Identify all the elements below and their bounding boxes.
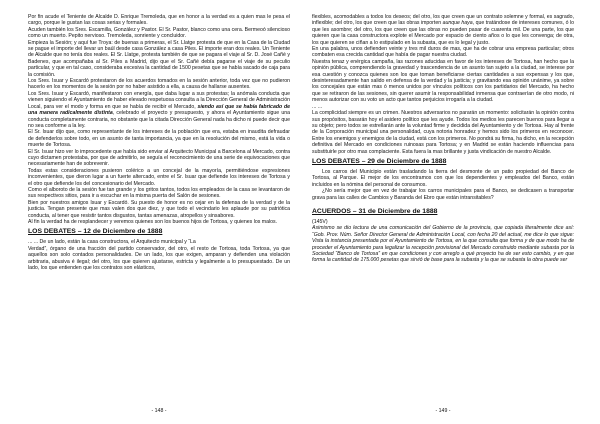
- paragraph: Bien por nuestros amigos Isuar y Escardó. Su puesto de honor es no cejar en la defensa de la verdad y de la justicia. Tengan presente que mas valen dos que diez, y que todo el vecindario les aplaude por su patriótica conducta, al tener que resistir tantos disgustos, tantas amenazas, atropellos y sinsabores.: [28, 199, 290, 219]
- paragraph: Acuden también los Sres. Escamilla, González y Pastor. El Sr. Pastor, blanco como una cera. Bermeoó silencioso como un muerto. Pepito nervioso. Tremoleda, sonriente y concluidor.: [28, 26, 290, 40]
- paragraph: La complicidad siempre es un crimen. Nuestros adversarios no pararán un momento: solicitarán la opinión contra sus propósitos, basarán hoy el asidero político que les ayude. Todos los medios les parecen buenos para llegar a su objeto; pero todos se estrellarán ante la voluntad firme y decidida del Ayuntamiento y de Tortosa. Hay al frente de la Corporación municipal una personalidad, cuya notoria honradez y hemos sido los primeros en reconocer. Entre los enemigos y enemigos de la ciudad, está con los primeros. No pondrá su firma, ha dicho, en la recepción definitiva del Mercado en condiciones ruinosas para Tortosa; y en Madrid se están haciendo influencias para substituirle por otro mas complaciente. Esta fuera la mas brillante y justa vindicación de nuestro Alcalde.: [312, 110, 574, 155]
- paragraph: El Sr. Isuar hizo ver lo improcedente que había sido enviar al Arquitecto Municipal a Barcelona al Mercado, contra cuyo dictamen protestaba, por que de admitirlo, se seguía el reconocimiento de una serie de equivocaciones que necesariamente han de sobrevenir.: [28, 148, 290, 168]
- paragraph: Los Sres. Isuar y Escardó protestaron de los acuerdos tomados en la sesión anterior, toda vez que no pudieron hacerlo en los momentos de la sesión por no haber asistido a ella, a causa de hallarse ausentes.: [28, 78, 290, 91]
- paragraph: En una palabra, unos defienden veinte y tres mil duros de mas, que ha de cobrar una empresa particular; otros combaten esa crecida cantidad que había de pagar nuestra ciudad.: [312, 46, 574, 59]
- paragraph: Nuestra tenaz y enérgica campaña, las razones aducidas en favor de los intereses de Tortosa, han hecho que la opinión pública, comprendiendo la gravedad y trascendencia de un asunto tan sujeto a la ciudad, se interese por esa cuestión y conozca quienes son los que toman beneficiarse ciertas cantidades a sus expensas y los que, desinteresadamente han salido en defensa de la verdad y la justicia; y gravitando esa opinión unánime, ya sobre los concejales que están mas ó menos unidos por vínculos políticos con los partidarios del Mercado, ha hecho que se retiraron de las sesiones, sin querer asumir la responsabilidad inmensa que contraerían de otro modo, ni menos autorizar con su voto un acto que tantos perjuicios irrogaría a la ciudad.: [312, 58, 574, 104]
- paragraph: Los carros del Municipio están trasladando la tierra del desmonte de un patio propiedad del Banco de Tortosa, al Parque. El mejor de los encontramos con que los dependientes y empleados del Banco, están incluidos en la nómina del personal de consumos.: [312, 168, 574, 188]
- page-number: - 148 -: [151, 408, 167, 414]
- section-heading: LOS DEBATES – 29 de Diciembre de 1888: [312, 157, 447, 165]
- paragraph: Por fin acude el Teniente de Alcalde D. Enrique Tremoleda, que en honor a la verdad es a quien mas le pesa el cargo, porque le gustan las cosas serias y formales.: [28, 14, 290, 27]
- paragraph: Como el alboroto de la sesión fue tan grande y los gritos tantos, todos los empleados de la casa se levantaron de sus respectivos sitios, para ir a escuchar en la misma puerta del Salón de sesiones.: [28, 186, 290, 200]
- section-heading: ACUERDOS – 31 de Diciembre de 1888: [312, 207, 438, 215]
- paragraph: [312, 14, 574, 46]
- paragraph: ... ... De un lado, están la casa constructora, el Arquitecto municipal y “La: [28, 239, 196, 246]
- paragraph: El Sr. Isuar dijo que, como representante de los intereses de la población que era, estaba en inaudita defraudar de defenderlos sobre todo, en un asunto de tanta importancia, ya que en la resolución del mismo, está la vida o muerte de Tortosa.: [28, 129, 290, 149]
- paragraph: (145V): [312, 218, 328, 225]
- paragraph: Todas estas consideraciones pusieron colérico a un concejal de la mayoría, permitiéndose expresiones inconvenientes, que dieron lugar a un fuerte altercado, entre el Sr. Isuar que defiende los intereses de Tortosa y el otro que defiende los del concesionario del Mercado.: [28, 167, 290, 187]
- section-heading: LOS DEBATES – 12 de Diciembre de 1888: [28, 228, 163, 236]
- paragraph-text: flexibles, acomodables a todos los deseos; del otro, los que creen que un contrato solemne y formal, es sagrado, inflexible; del otro, los que creen que las obras importen: [312, 14, 574, 27]
- paragraph: ... ...: [312, 103, 323, 110]
- paragraph: Verdad”, órgano de una fracción del partido conservador, del otro, el resto de Tortosa, toda Tortosa, ya que aquellos son solo contados personalidades. De un lado, los que exigen, amparan y defienden una violación arbitraria, abusiva é ilegal; del otro, los que quieren ajustarse, estricta y legalmente a lo presupuestado. De un lado, los que entienden que los contratos son elásticos,: [28, 245, 290, 272]
- page-number: - 149 -: [435, 408, 451, 414]
- emphasized-text: aunque haya: [442, 20, 473, 27]
- paragraph-text: Los Sres. Isuar y Escardó, manifestaron con energía, que daba lugar a sus protestas; la anómala conducta que vienen siguiendo el Ayuntamiento de haber elevado respetuosa consulta a la Dirección General de Administración Local, para ver el modo y forma en que se había de recibir el Mercado,: [28, 90, 290, 110]
- paragraph: ¿No sería mejor que en vez de trabajar los carros municipales para el Banco, se dedicasen a transportar grava para las calles de Cambios y Baranda del Ebro que están intransitables?: [312, 188, 574, 201]
- right-page: [312, 14, 574, 414]
- paragraph: Empieza la Sesión; y aquí fue Troya: de buenas a primeras, el Sr. Llatge protesta de que en la Casa de la Ciudad se pague el importe del llevar un baúl desde casa González a casa Piles. El importe eran dos reales. Un Teniente de Alcalde que no tenía dos reales. El Sr. Llatge, protesta también de que se pagara el viaje al Sr. D. José Cañé y Badenes, que acompañaba al Sr. Piles a Madrid, dijo que el Sr. Cañé debía pagarse el viaje de su peculio particular, y que en tal caso, consideraba excesiva la cantidad de 1500 pesetas que se había sacado de caja para la comisión.: [28, 39, 290, 78]
- paragraph-text: , que tratándose de intereses comunes, ó lo que les asombre; del otro, los que creen que las obras no pueden pasar de cuarenta mil. De una parte, los que quieren que la casa constructora explote el Mercado por espacio de ciento años o lo que les convenga; de otra, los que quieren se ciñan a lo estipulado en la subasta, que es lo legal y justo.: [312, 20, 574, 46]
- paragraph: Al fin la verdad ha de resplandecer y veremos quienes son los buenos hijos de Tortosa, y quienes los malos.: [28, 219, 278, 225]
- paragraph-text: , celebrado el proyecto y presupuesto, y ahora el Ayuntamiento sigue una conducta completamente contraria, no obstante que la citada Dirección General nada ha dicho ni puede decir que no sea conforme a la ley.: [28, 110, 290, 129]
- left-page: [28, 14, 290, 414]
- emphasized-text: siendo así que se había fabricado de una manera radicalmente distinta: [28, 103, 290, 117]
- paragraph: Asimismo se dio lectura de una comunicación del Gobierno de la provincia, que copiada literalmente dice así: “Gob. Prov. Núm. Señor Director General de Administración Local, con fecha 20 del actual, me dice lo que sigue: Vista la instancia presentada por el Ayuntamiento de Tortosa, en la que consulta que forma y de que modo ha de proceder el Ayuntamiento para legalizar la recepción provisional del Mercado construido mediante subasta por la Sociedad “Banco de Tortosa” en que condiciones y con arreglo a qué proyecto ha de ser esto cambio, y en que forma la cantidad de 175.000 pesetas que sirvió de base para la subasta y la que se subasta la obra puede ser: [312, 225, 574, 264]
- paragraph: [28, 91, 290, 129]
